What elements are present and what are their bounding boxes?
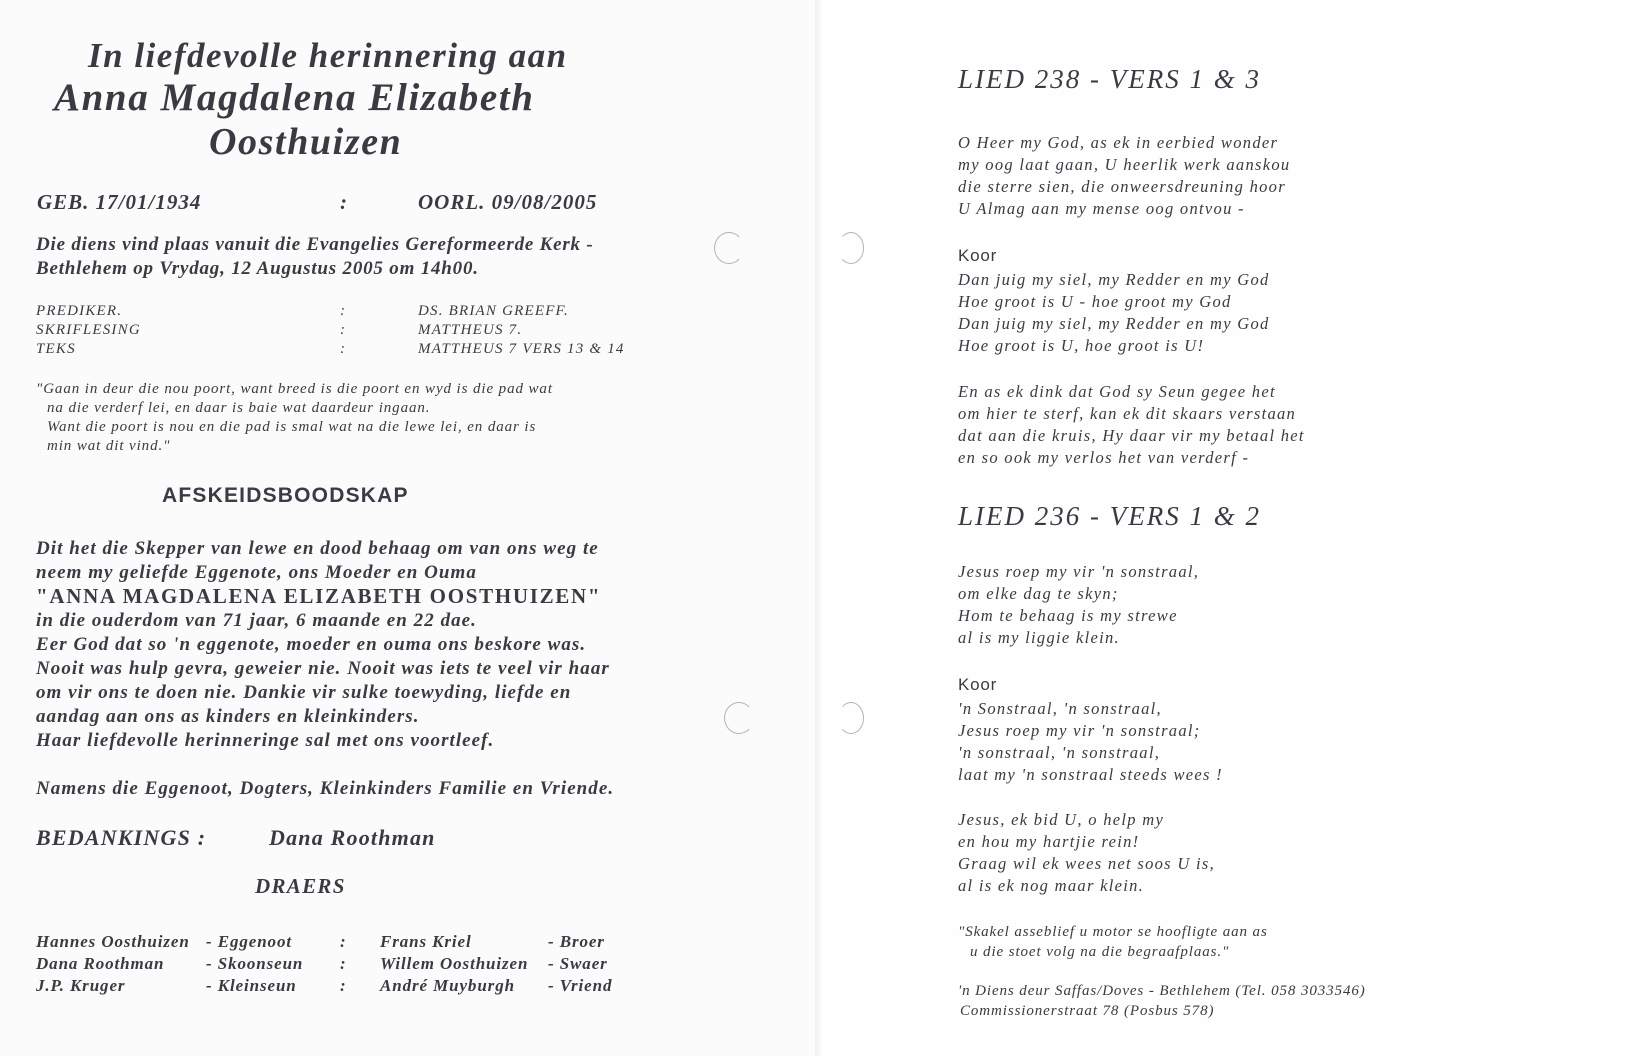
chorus-line: laat my 'n sonstraal steeds wees ! <box>958 765 1223 784</box>
farewell-line: in die ouderdom van 71 jaar, 6 maande en 22 dae. <box>36 610 477 631</box>
notice-line: u die stoet volg na die begraafplaas." <box>970 944 1230 960</box>
verse-line: Jesus, ek bid U, o help my <box>958 810 1165 829</box>
bearer-sep: : <box>340 976 347 995</box>
verse-line: om elke dag te skyn; <box>958 584 1119 603</box>
verse-line: O Heer my God, as ek in eerbied wonder <box>958 133 1279 152</box>
deceased-given-names: Anna Magdalena Elizabeth <box>54 76 535 119</box>
thanks-name: Dana Roothman <box>269 825 436 850</box>
page-fold <box>815 0 821 1056</box>
verse-line: al is ek nog maar klein. <box>958 876 1145 895</box>
chorus-line: Dan juig my siel, my Redder en my God <box>958 270 1270 289</box>
bearer-name: J.P. Kruger <box>36 976 126 995</box>
verse-line: dat aan die kruis, Hy daar vir my betaal het <box>958 426 1305 445</box>
bearer-relation: - Skoonseun <box>206 954 304 973</box>
chorus-line: Hoe groot is U, hoe groot is U! <box>958 336 1205 355</box>
quote-line: Want die poort is nou en die pad is smal wat na die lewe lei, en daar is <box>47 419 537 435</box>
bearer-sep: : <box>340 932 347 951</box>
detail-label: SKRIFLESING <box>36 322 141 338</box>
bearer-relation: - Eggenoot <box>206 932 292 951</box>
bearer-relation: - Broer <box>548 932 605 951</box>
verse-line: om hier te sterf, kan ek dit skaars verstaan <box>958 404 1297 423</box>
verse-line: Hom te behaag is my strewe <box>958 606 1178 625</box>
farewell-line: aandag aan ons as kinders en kleinkinders. <box>36 706 420 727</box>
chorus-label: Koor <box>958 675 998 694</box>
chorus-line: Jesus roep my vir 'n sonstraal; <box>958 721 1201 740</box>
memorial-title: In liefdevolle herinnering aan <box>88 36 568 75</box>
detail-label: PREDIKER. <box>36 303 123 319</box>
punch-hole-top-left <box>714 232 744 264</box>
verse-line: Jesus roep my vir 'n sonstraal, <box>958 562 1200 581</box>
farewell-heading: AFSKEIDSBOODSKAP <box>162 484 409 507</box>
detail-value: MATTHEUS 7. <box>418 322 523 338</box>
bearer-name: Dana Roothman <box>36 954 165 973</box>
punch-hole-top-right <box>838 232 864 264</box>
hymn-238-title: LIED 238 - VERS 1 & 3 <box>958 64 1261 94</box>
quote-line: min wat dit vind." <box>47 438 171 454</box>
chorus-line: 'n sonstraal, 'n sonstraal, <box>958 743 1161 762</box>
notice-line: "Skakel asseblief u motor se hoofligte aan as <box>958 924 1268 940</box>
hymn-236-title: LIED 236 - VERS 1 & 2 <box>958 501 1261 531</box>
service-line-1: Die diens vind plaas vanuit die Evangelies Gereformeerde Kerk - <box>36 234 594 255</box>
detail-value: DS. BRIAN GREEFF. <box>418 303 569 319</box>
verse-line: my oog laat gaan, U heerlik werk aanskou <box>958 155 1291 174</box>
bearer-relation: - Kleinseun <box>206 976 297 995</box>
bearer-name: André Muyburgh <box>380 976 515 995</box>
quote-line: "Gaan in deur die nou poort, want breed is die poort en wyd is die pad wat <box>36 381 553 397</box>
footer-line: 'n Diens deur Saffas/Doves - Bethlehem (Tel. 058 3033546) <box>958 983 1366 999</box>
farewell-line: om vir ons te doen nie. Dankie vir sulke toewyding, liefde en <box>36 682 572 703</box>
farewell-line: Haar liefdevolle herinneringe sal met ons voortleef. <box>36 730 495 751</box>
bearer-name: Frans Kriel <box>380 932 472 951</box>
deceased-full-name: "ANNA MAGDALENA ELIZABETH OOSTHUIZEN" <box>36 584 602 608</box>
on-behalf-line: Namens die Eggenoot, Dogters, Kleinkinders Familie en Vriende. <box>36 778 615 799</box>
deceased-surname: Oosthuizen <box>209 121 403 163</box>
chorus-line: Hoe groot is U - hoe groot my God <box>958 292 1232 311</box>
verse-line: al is my liggie klein. <box>958 628 1120 647</box>
verse-line: en so ook my verlos het van verderf - <box>958 448 1250 467</box>
bearer-name: Willem Oosthuizen <box>380 954 529 973</box>
bearer-sep: : <box>340 954 347 973</box>
service-line-2: Bethlehem op Vrydag, 12 Augustus 2005 om 14h00. <box>36 258 479 279</box>
bearer-relation: - Vriend <box>548 976 613 995</box>
chorus-line: 'n Sonstraal, 'n sonstraal, <box>958 699 1162 718</box>
farewell-line: Dit het die Skepper van lewe en dood behaag om van ons weg te <box>36 538 599 559</box>
verse-line: U Almag aan my mense oog ontvou - <box>958 199 1245 218</box>
detail-sep: : <box>340 322 347 338</box>
verse-line: Graag wil ek wees net soos U is, <box>958 854 1216 873</box>
footer-line: Commissionerstraat 78 (Posbus 578) <box>960 1003 1215 1019</box>
detail-sep: : <box>340 303 347 319</box>
punch-hole-bottom-right <box>838 702 864 734</box>
detail-label: TEKS <box>36 341 76 357</box>
detail-sep: : <box>340 341 347 357</box>
detail-value: MATTHEUS 7 VERS 13 & 14 <box>418 341 625 357</box>
quote-line: na die verderf lei, en daar is baie wat daardeur ingaan. <box>47 400 431 416</box>
birth-date: GEB. 17/01/1934 <box>37 190 202 214</box>
thanks-label: BEDANKINGS : <box>36 825 207 850</box>
verse-line: en hou my hartjie rein! <box>958 832 1140 851</box>
verse-line: die sterre sien, die onweersdreuning hoor <box>958 177 1286 196</box>
farewell-line: neem my geliefde Eggenote, ons Moeder en Ouma <box>36 562 477 583</box>
verse-line: En as ek dink dat God sy Seun gegee het <box>958 382 1276 401</box>
farewell-line: Eer God dat so 'n eggenote, moeder en ouma ons beskore was. <box>36 634 587 655</box>
bearer-relation: - Swaer <box>548 954 608 973</box>
bearer-name: Hannes Oosthuizen <box>36 932 190 951</box>
bearers-heading: DRAERS <box>255 874 346 898</box>
dates-separator: : <box>340 190 348 214</box>
punch-hole-bottom-left <box>724 702 754 734</box>
chorus-line: Dan juig my siel, my Redder en my God <box>958 314 1270 333</box>
death-date: OORL. 09/08/2005 <box>418 190 598 214</box>
farewell-line: Nooit was hulp gevra, geweier nie. Nooit was iets te veel vir haar <box>36 658 610 679</box>
chorus-label: Koor <box>958 246 998 265</box>
